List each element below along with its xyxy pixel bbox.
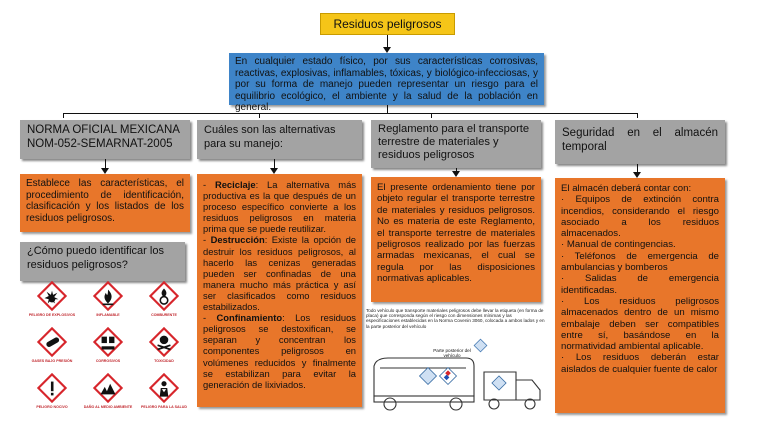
truck-drawing	[366, 308, 546, 413]
connector-bus	[63, 113, 637, 114]
hazard-label: PELIGRO PARA LA SALUD	[141, 405, 187, 409]
gas-cylinder-icon	[37, 327, 67, 357]
storage-item: · Equipos de extinción contra incendios, considerando el riesgo asociado a los residuos almacenados.	[561, 194, 719, 240]
hazard-pictogram	[81, 373, 135, 409]
hazard-label: CORROSIVOS	[95, 359, 121, 363]
explosion-icon	[37, 281, 67, 311]
hazard-pictogram	[137, 327, 191, 363]
alt-reciclaje: - Reciclaje: La alternativa más productiva es la que después de un proceso específico convierte a los residuos peligrosos en materia prima que se puede reutilizar.	[203, 179, 357, 235]
nom-body: Establece las características, el procedimiento de identificación, clasificación y los listados de los residuos peligrosos.	[20, 174, 190, 232]
transport-truck-illustration	[366, 308, 546, 413]
hazard-label: TOXICIDAD	[154, 359, 174, 363]
alt-destruccion: - Destrucción: Existe la opción de destruir los residuos peligrosos, al hacerlo las cenizas generadas pueden ser confinadas de una manera mucho más práctica y así ser clasificados como residuos estabilizados.	[203, 234, 356, 313]
hazard-label: INFLAMABLE	[96, 313, 120, 317]
connector-col1	[63, 113, 64, 118]
identify-question: ¿Cómo puedo identificar los residuos peligrosos?	[20, 242, 185, 281]
storage-item: · Los residuos deberán estar aislados de cualquier fuente de calor	[561, 352, 719, 375]
hazard-pictogram	[137, 373, 191, 409]
health-hazard-icon	[149, 373, 179, 403]
hazard-pictograms	[25, 281, 190, 421]
hazard-pictogram	[25, 327, 79, 363]
truck-note: Todo vehículo que transporte materiales peligrosos debe llevar la etiqueta (en forma de placa) que corresponda según el riesgo con dimensiones mínimas y las especificaciones establecidas en la Norma Covenin 3060, colocada a ambos lados y en la parte posterior del vehículo	[366, 308, 545, 329]
connector-col4	[637, 113, 638, 118]
hazard-pictogram	[25, 373, 79, 409]
corrosion-icon	[93, 327, 123, 357]
flame-over-circle-icon	[149, 281, 179, 311]
hazard-label: PELIGRO DE EXPLOSIVOS	[28, 313, 76, 317]
storage-item: · Salidas de emergencia identificadas.	[561, 273, 719, 296]
skull-icon	[149, 327, 179, 357]
hazard-pictogram	[81, 327, 135, 363]
connector-intro-bus	[387, 105, 388, 113]
exclamation-icon	[37, 373, 67, 403]
storage-item: · Los residuos peligrosos almacenados dentro de un mismo embalaje deben ser compatibles entre sí, basándose en la normatividad ambiental aplicable.	[561, 295, 719, 353]
connector-col2	[259, 113, 260, 118]
storage-header-text: Seguridad en el almacén temporal	[562, 127, 718, 153]
hazard-pictogram	[25, 281, 79, 317]
hazard-label: COMBURENTE	[151, 313, 177, 317]
hazard-pictogram	[137, 281, 191, 317]
connector-col3	[431, 113, 432, 118]
storage-intro: El almacén deberá contar con:	[561, 183, 692, 194]
alt-confinamiento: - Confinamiento: Los residuos peligrosos se destoxifican, se separan y concentran los componentes peligrosos en volúmenes reducidos y finalmente se estabilizan para evitar la generación de lixiviados.	[203, 312, 356, 390]
hazard-label: GASES BAJO PRESIÓN	[31, 359, 73, 363]
diagram-title: Residuos peligrosos	[320, 13, 455, 35]
storage-body	[555, 178, 725, 413]
storage-item: · Teléfonos de emergencia de ambulancias y bomberos	[561, 250, 719, 274]
hazard-label: PELIGRO NOCIVO	[36, 405, 68, 409]
flame-icon	[93, 281, 123, 311]
intro-box: En cualquier estado físico, por sus características corrosivas, reactivas, explosivas, inflamables, tóxicas, y biológico-infecciosas, y por su forma de manejo pueden representar un riesgo para el equilibrio ecológico, el ambiente y la salud de la población en general.	[229, 53, 544, 105]
storage-list	[561, 194, 719, 375]
storage-header	[555, 120, 725, 164]
nom-header: NORMA OFICIAL MEXICANA NOM-052-SEMARNAT-2005	[20, 120, 190, 159]
truck-rear-label: Parte posterior del vehículo	[433, 348, 471, 358]
transport-header: Reglamento para el transporte terrestre de materiales y residuos peligrosos	[371, 120, 541, 168]
environment-icon	[93, 373, 123, 403]
alternatives-header: Cuáles son las alternativas para su manejo:	[197, 120, 362, 159]
hazard-pictogram	[81, 281, 135, 317]
hazard-label: DAÑO AL MEDIO AMBIENTE	[83, 405, 133, 409]
alternatives-body	[197, 174, 362, 407]
storage-item: · Manual de contingencias.	[561, 239, 676, 251]
transport-body: El presente ordenamiento tiene por objeto regular el transporte terrestre de materiales y residuos peligrosos. No es materia de este Reglamento, el transporte terrestre de materiales peligrosos realizado por las fuerzas armadas mexicanas, el cual se regula por las disposiciones normativas aplicables.	[371, 177, 541, 302]
